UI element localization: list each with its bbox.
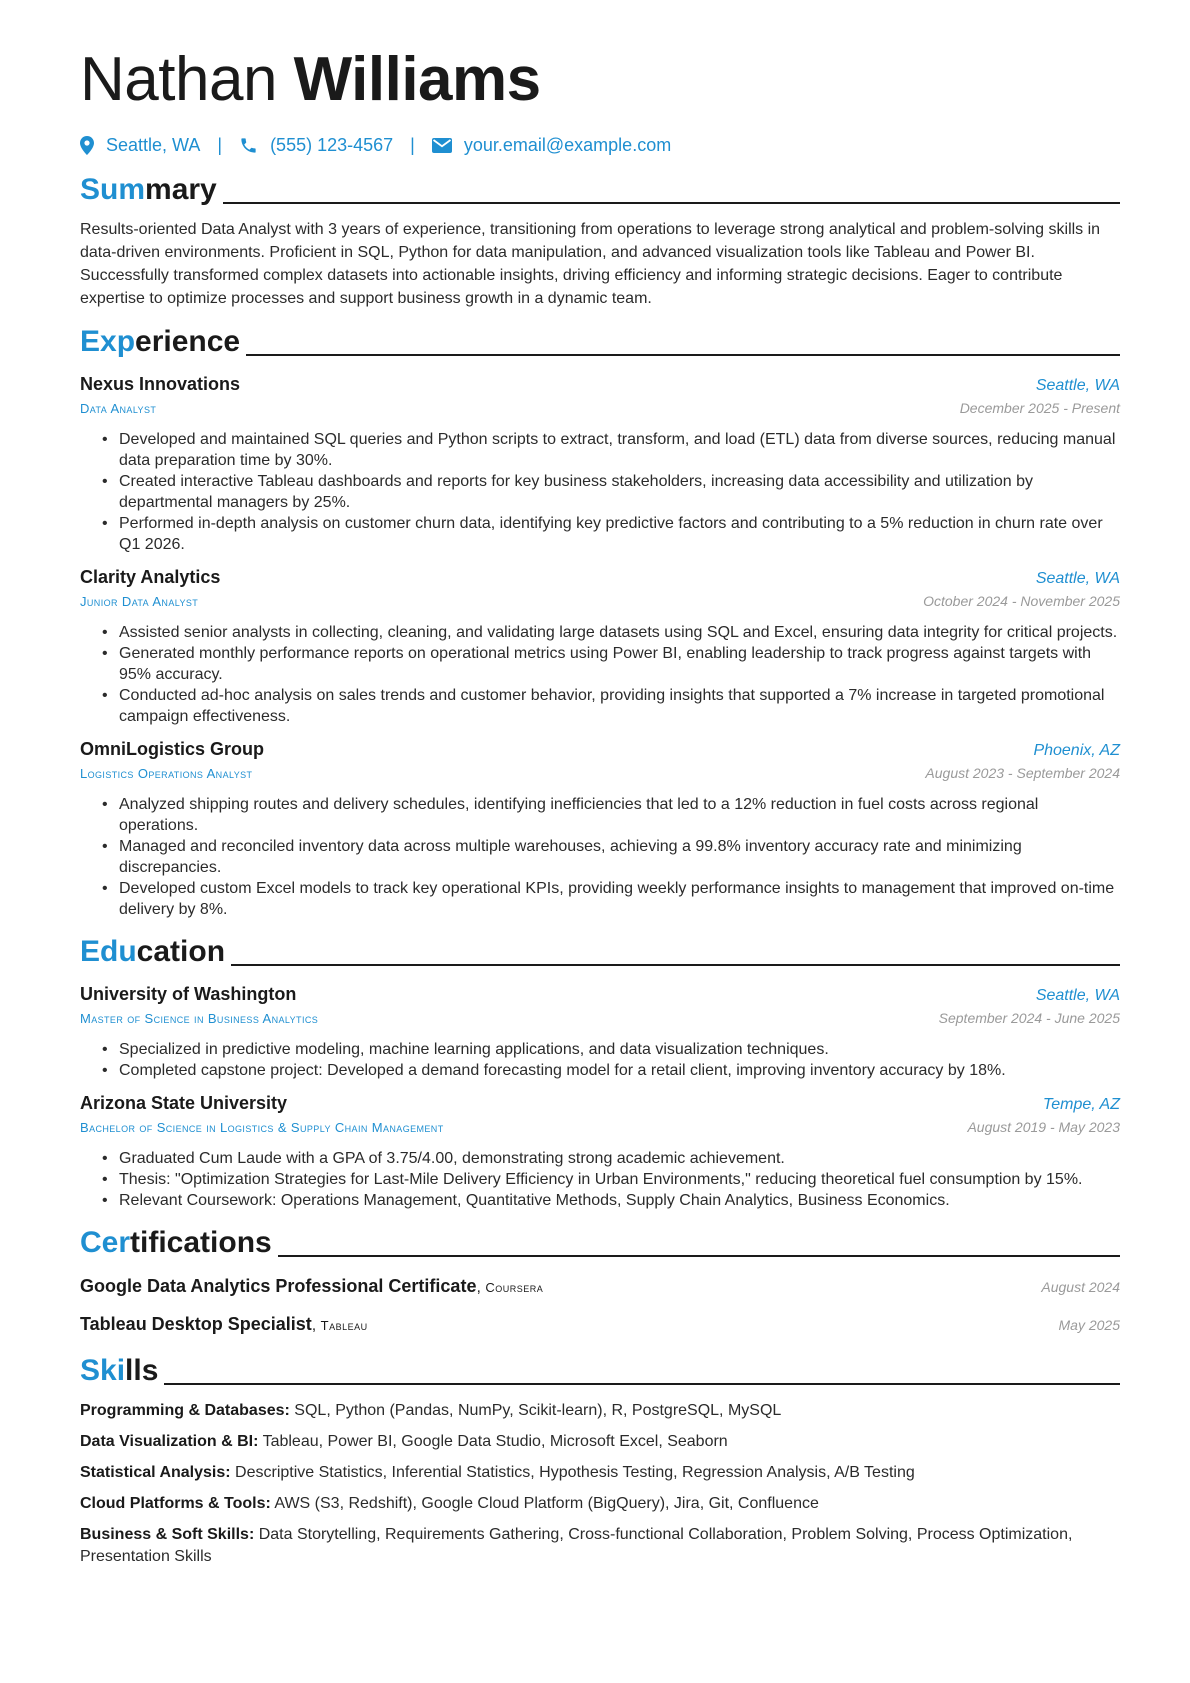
entry-location: Tempe, AZ (1042, 1096, 1120, 1113)
degree-title: Bachelor of Science in Logistics & Supply Chain Management (80, 1120, 444, 1135)
education-entry (80, 1091, 1120, 1211)
entry-header (80, 372, 1120, 398)
bullet-item: • Developed and maintained SQL queries and Python scripts to extract, transform, and load (ETL) data from diverse sources, reducing manual data preparation time by 30%. (102, 429, 1120, 471)
skill-label: Programming & Databases: (80, 1402, 290, 1419)
company-name: Clarity Analytics (80, 567, 221, 587)
contact-bar (80, 132, 1120, 158)
entry-dates: December 2025 - Present (959, 400, 1120, 416)
entry-header (80, 1091, 1120, 1117)
skill-value: Data Storytelling, Requirements Gathering, Cross-functional Collaboration, Problem Solving, Process Optimization, Presentation Skills (80, 1526, 1073, 1565)
certification-issuer: Coursera (485, 1280, 544, 1295)
education-entry (80, 982, 1120, 1081)
skill-label: Data Visualization & BI: (80, 1433, 259, 1450)
phone-icon (239, 136, 258, 155)
bullet-list (102, 1039, 1120, 1081)
entry-subheader (80, 1008, 1120, 1029)
certification-issuer: Tableau (320, 1318, 368, 1333)
certification-name: Tableau Desktop Specialist (80, 1314, 312, 1334)
skill-line (80, 1431, 1120, 1453)
skill-value: AWS (S3, Redshift), Google Cloud Platform (BigQuery), Jira, Git, Confluence (274, 1495, 819, 1512)
education-title-rest: cation (136, 935, 226, 968)
skills-title (80, 1351, 158, 1391)
summary-title (80, 170, 217, 210)
skill-value: SQL, Python (Pandas, NumPy, Scikit-learn), R, PostgreSQL, MySQL (294, 1402, 782, 1419)
bullet-item: • Analyzed shipping routes and delivery schedules, identifying inefficiencies that led to a 12% reduction in fuel costs across regional operations. (102, 794, 1120, 836)
school-name: Arizona State University (80, 1093, 288, 1113)
phone-text: (555) 123-4567 (270, 134, 394, 155)
skill-line (80, 1493, 1120, 1515)
entry-location: Seattle, WA (1035, 987, 1120, 1004)
certifications-title-accent: Cer (80, 1226, 131, 1259)
bullet-list (102, 1148, 1120, 1211)
contact-separator: | (410, 134, 415, 155)
bullet-list (102, 622, 1120, 727)
summary-title-rest: mary (145, 173, 217, 206)
experience-title (80, 322, 240, 362)
entry-subheader (80, 1117, 1120, 1138)
bullet-item: • Generated monthly performance reports on operational metrics using Power BI, enabling leadership to track progress against targets with 95% accuracy. (102, 643, 1120, 685)
experience-entry (80, 372, 1120, 555)
entry-location: Seattle, WA (1035, 377, 1120, 394)
certifications-heading (80, 1223, 1120, 1263)
certifications-title-rest: tifications (130, 1226, 272, 1259)
bullet-item: • Specialized in predictive modeling, machine learning applications, and data visualization techniques. (102, 1039, 1120, 1060)
education-title-accent: Edu (80, 935, 137, 968)
entry-subheader (80, 591, 1120, 612)
company-name: OmniLogistics Group (80, 739, 265, 759)
bullet-item: • Thesis: "Optimization Strategies for Last-Mile Delivery Efficiency in Urban Environments," reducing theoretical fuel consumption by 15%. (102, 1169, 1120, 1190)
section-divider (278, 1255, 1120, 1257)
candidate-name (80, 38, 1120, 122)
entry-header (80, 982, 1120, 1008)
certification-label (80, 1273, 543, 1301)
skills-heading (80, 1351, 1120, 1391)
entry-location: Seattle, WA (1035, 570, 1120, 587)
certification-date: August 2024 (1041, 1279, 1120, 1295)
bullet-item: • Relevant Coursework: Operations Management, Quantitative Methods, Supply Chain Analytics, Business Economics. (102, 1190, 1120, 1211)
skill-line (80, 1524, 1120, 1568)
education-title (80, 932, 225, 972)
certifications-title (80, 1223, 272, 1263)
skill-line (80, 1400, 1120, 1422)
section-divider (246, 354, 1120, 356)
certification-item (80, 1273, 1120, 1301)
envelope-icon (432, 138, 452, 153)
contact-separator: | (217, 134, 223, 155)
certification-comma: , (476, 1279, 486, 1296)
bullet-item: • Developed custom Excel models to track key operational KPIs, providing weekly performance insights to management that improved on-time delivery by 8%. (102, 878, 1120, 920)
bullet-item: • Graduated Cum Laude with a GPA of 3.75/4.00, demonstrating strong academic achievement. (102, 1148, 1120, 1169)
contact-phone[interactable] (239, 135, 393, 156)
entry-dates: September 2024 - June 2025 (938, 1010, 1120, 1026)
skill-line (80, 1462, 1120, 1484)
section-divider (164, 1383, 1120, 1385)
job-title: Data Analyst (80, 401, 157, 416)
section-divider (223, 202, 1120, 204)
certification-name: Google Data Analytics Professional Certificate (80, 1276, 477, 1296)
entry-dates: August 2019 - May 2023 (967, 1119, 1120, 1135)
section-divider (231, 964, 1120, 966)
experience-heading (80, 322, 1120, 362)
job-title: Junior Data Analyst (80, 594, 199, 609)
entry-header (80, 565, 1120, 591)
entry-subheader (80, 398, 1120, 419)
degree-title: Master of Science in Business Analytics (80, 1011, 319, 1026)
entry-location: Phoenix, AZ (1033, 742, 1120, 759)
skill-label: Cloud Platforms & Tools: (80, 1495, 271, 1512)
bullet-item: • Assisted senior analysts in collecting, cleaning, and validating large datasets using SQL and Excel, ensuring data integrity for critical projects. (102, 622, 1120, 643)
last-name: Williams (293, 45, 541, 114)
skill-label: Business & Soft Skills: (80, 1526, 255, 1543)
bullet-item: • Managed and reconciled inventory data across multiple warehouses, achieving a 99.8% inventory accuracy rate and minimizing discrepancies. (102, 836, 1120, 878)
experience-title-rest: erience (135, 325, 241, 358)
certification-label (80, 1311, 368, 1339)
experience-entry (80, 737, 1120, 920)
bullet-list (102, 794, 1120, 920)
school-name: University of Washington (80, 984, 297, 1004)
skill-label: Statistical Analysis: (80, 1464, 231, 1481)
bullet-item: • Created interactive Tableau dashboards and reports for key business stakeholders, increasing data accessibility and utilization by departmental managers by 25%. (102, 471, 1120, 513)
skill-value: Tableau, Power BI, Google Data Studio, Microsoft Excel, Seaborn (262, 1433, 728, 1450)
contact-email[interactable] (432, 135, 671, 156)
bullet-item: • Completed capstone project: Developed a demand forecasting model for a retail client, improving inventory accuracy by 18%. (102, 1060, 1120, 1081)
first-name: Nathan (80, 45, 277, 114)
entry-dates: October 2024 - November 2025 (923, 593, 1120, 609)
experience-entry (80, 565, 1120, 727)
entry-header (80, 737, 1120, 763)
skills-title-accent: Ski (80, 1354, 126, 1387)
bullet-item: • Conducted ad-hoc analysis on sales trends and customer behavior, providing insights that supported a 7% increase in targeted promotional campaign effectiveness. (102, 685, 1120, 727)
education-heading (80, 932, 1120, 972)
skill-value: Descriptive Statistics, Inferential Statistics, Hypothesis Testing, Regression Analysis, A/B Testing (235, 1464, 915, 1481)
location-text: Seattle, WA (106, 134, 201, 155)
summary-text: Results-oriented Data Analyst with 3 years of experience, transitioning from operations to leverage strong analytical and problem-solving skills in data-driven environments. Proficient in SQL, Python for data manipulation, and advanced visualization tools like Tableau and Power BI. Successfully transformed complex datasets into actionable insights, driving efficiency and informing strategic decisions. Eager to contribute expertise to optimize processes and support business growth in a dynamic team. (80, 221, 1101, 307)
bullet-list (102, 429, 1120, 555)
skills-title-rest: lls (125, 1354, 159, 1387)
contact-location (80, 135, 200, 156)
certification-comma: , (311, 1317, 321, 1334)
summary-heading (80, 170, 1120, 210)
job-title: Logistics Operations Analyst (80, 766, 253, 781)
certification-item (80, 1311, 1120, 1339)
experience-title-accent: Exp (80, 325, 136, 358)
certification-date: May 2025 (1058, 1317, 1120, 1333)
bullet-item: • Performed in-depth analysis on customer churn data, identifying key predictive factors and contributing to a 5% reduction in churn rate over Q1 2026. (102, 513, 1120, 555)
company-name: Nexus Innovations (80, 374, 241, 394)
map-pin-icon (80, 136, 94, 155)
summary-title-accent: Sum (80, 173, 146, 206)
entry-subheader (80, 763, 1120, 784)
email-link[interactable]: your.email@example.com (463, 134, 672, 155)
entry-dates: August 2023 - September 2024 (925, 765, 1120, 781)
